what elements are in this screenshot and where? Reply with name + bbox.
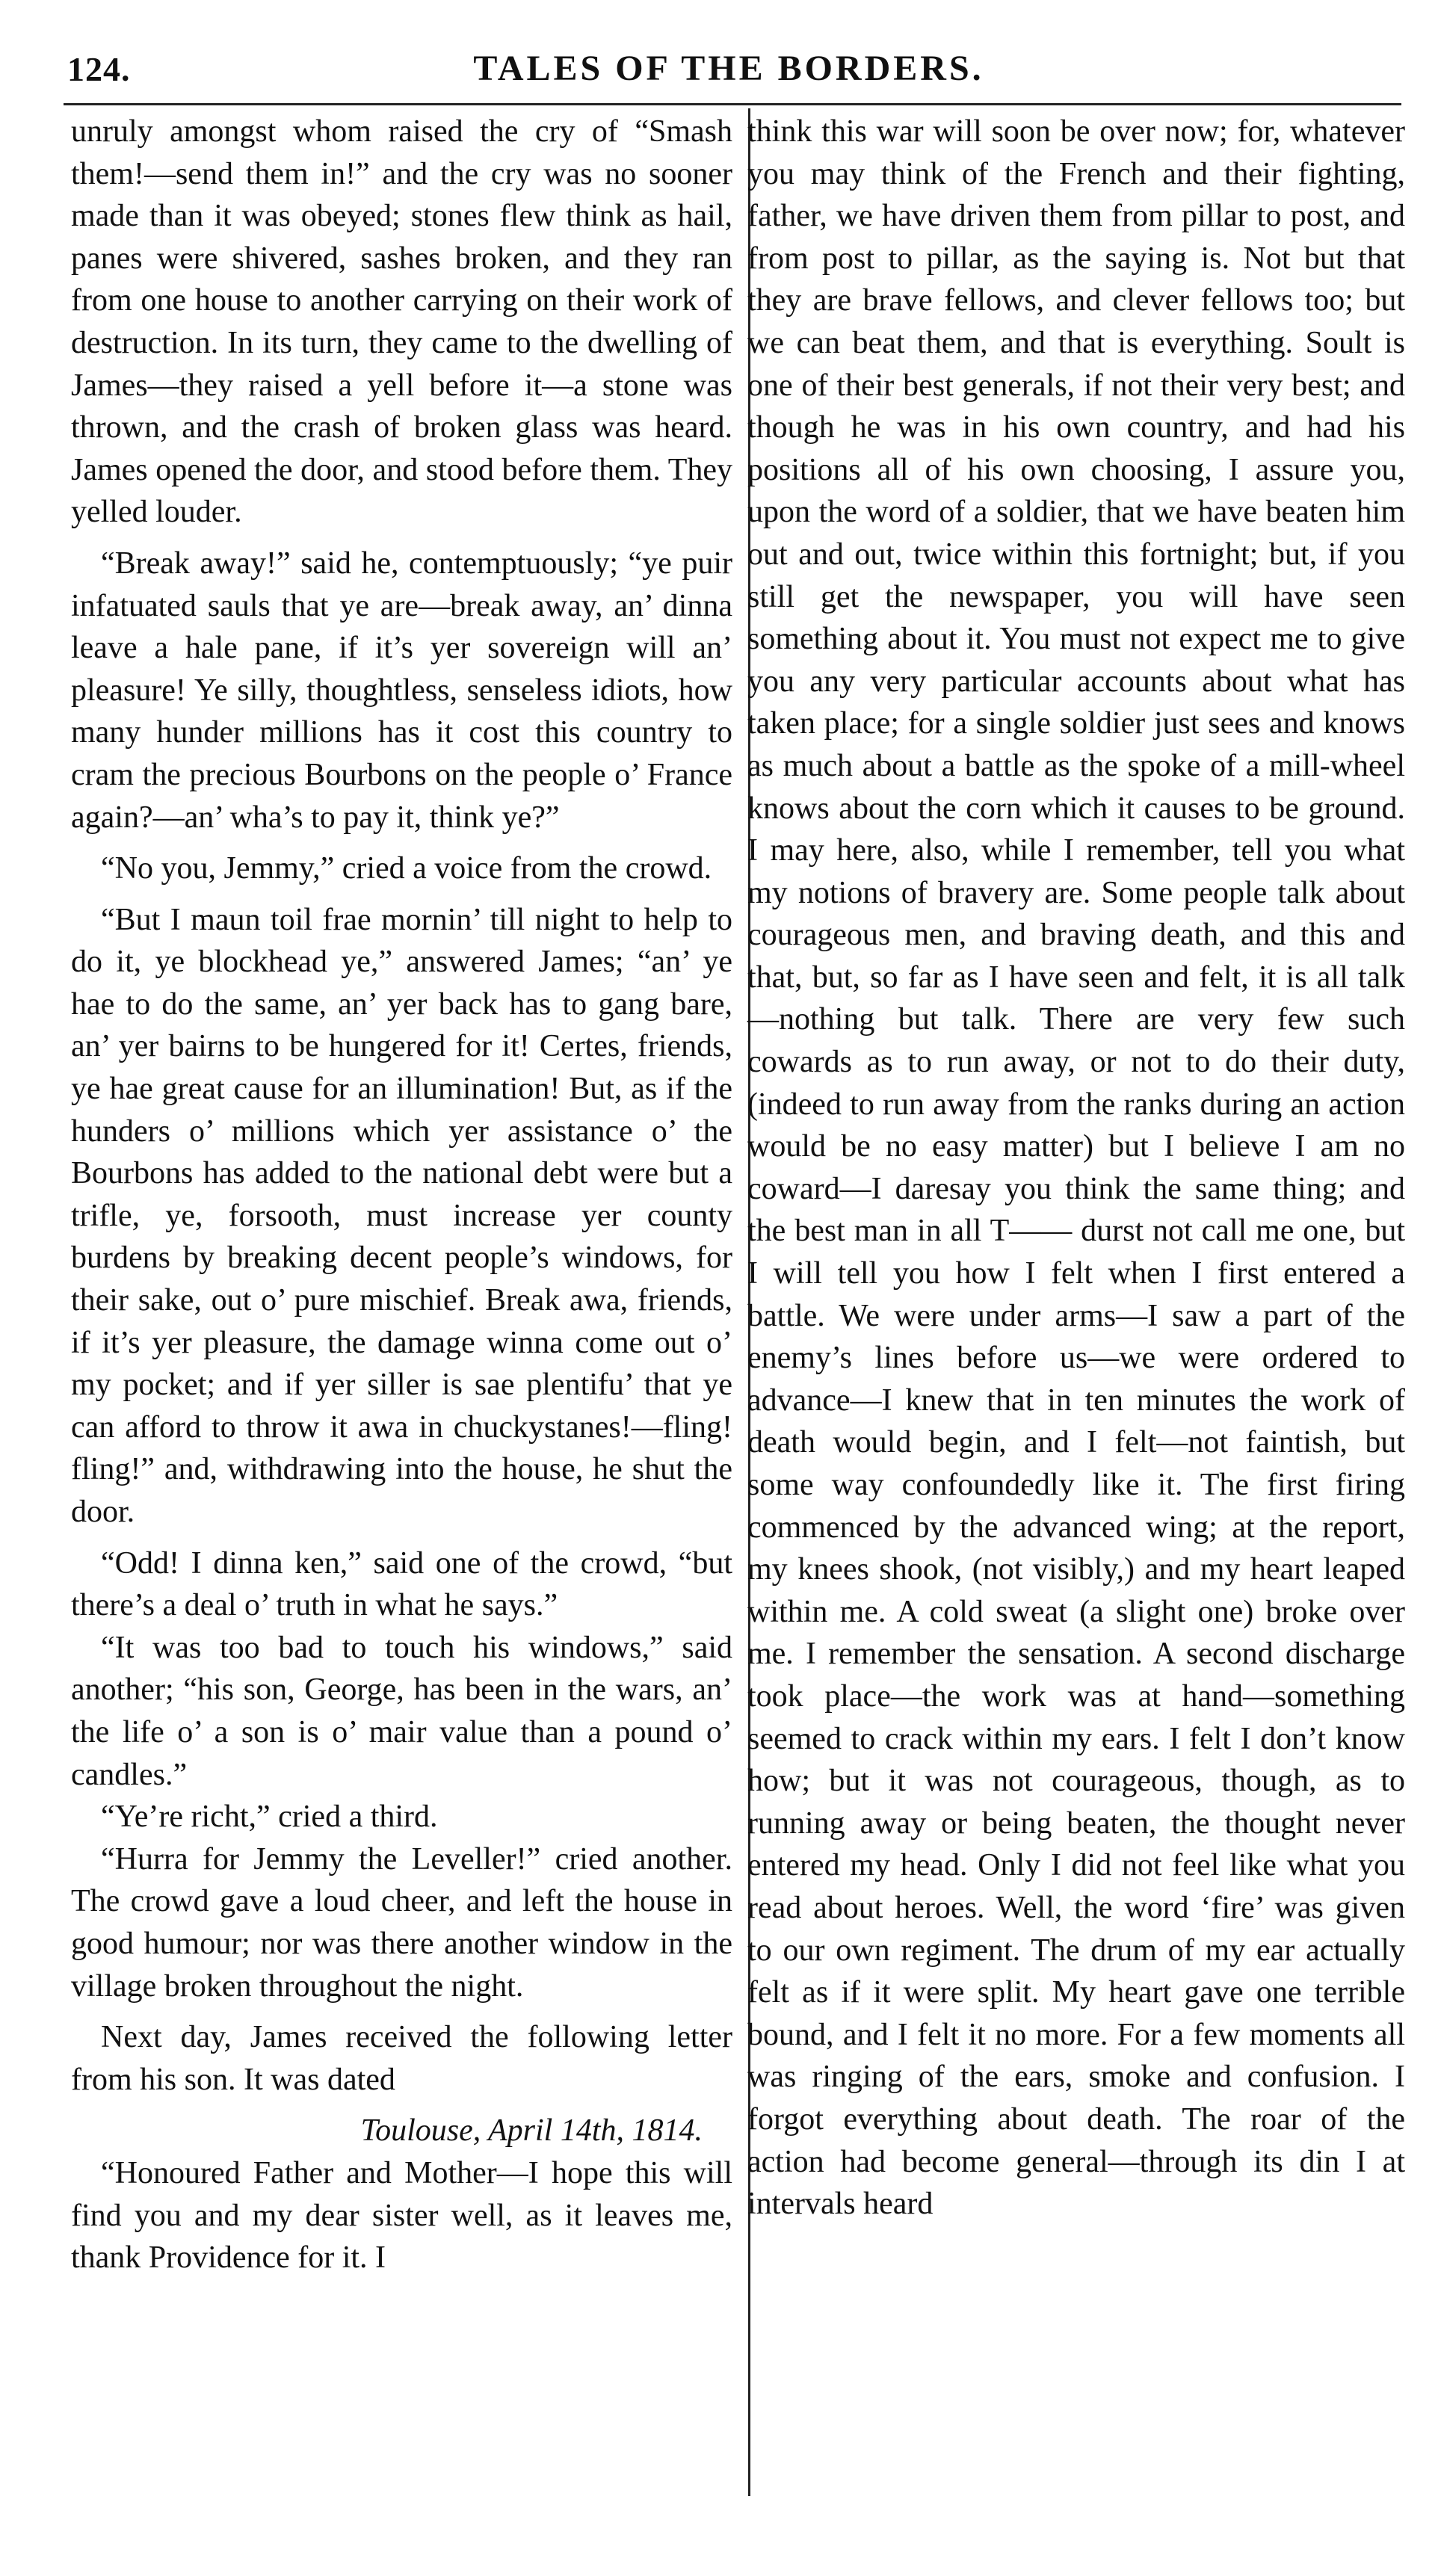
letter-dateline: Toulouse, April 14th, 1814.: [360, 2113, 703, 2149]
paragraph: unruly amongst whom raised the cry of “Smash them!—send them in!” and the cry was no sooner made than it was obeyed; stones flew think as hail, panes were shivered, sashes broken, and they ran from one house to another carrying on their work of destruction. In its turn, they came to the dwelling of James—they raised a yell before it—a stone was thrown, and the crash of broken glass was heard. James opened the door, and stood before them. They yelled louder.: [71, 114, 732, 530]
paragraph: “It was too bad to touch his windows,” said another; “his son, George, has been in the wars, an’ the life o’ a son is o’ mair value than a pound o’ candles.”: [71, 1630, 732, 1792]
letter-opening: “Honoured Father and Mother—I hope this will find you and my dear sister well, as it leaves me, thank Providence for it. I: [71, 2155, 732, 2276]
left-column: [71, 111, 732, 2279]
page-header: [56, 45, 1401, 97]
right-column: [747, 111, 1405, 2226]
paragraph: “Break away!” said he, contemptuously; “ye puir infatuated sauls that ye are—break away, an’ dinna leave a hale pane, if it’s yer sovereign will an’ pleasure! Ye silly, thoughtless, senseless idiots, how many hunder millions has it cost this country to cram the precious Bourbons on the people o’ France again?—an’ wha’s to pay it, think ye?”: [71, 546, 732, 835]
page-number: 124.: [67, 50, 131, 88]
paragraph: “Ye’re richt,” cried a third.: [101, 1800, 438, 1835]
paragraph: “No you, Jemmy,” cried a voice from the crowd.: [101, 851, 712, 886]
paragraph: “Odd! I dinna ken,” said one of the crowd, “but there’s a deal o’ truth in what he says.”: [71, 1545, 732, 1623]
paragraph: “Hurra for Jemmy the Leveller!” cried another. The crowd gave a loud cheer, and left the house in good humour; nor was there another window in the village broken throughout the night.: [71, 1841, 732, 2004]
paragraph: Next day, James received the following letter from his son. It was dated: [71, 2020, 732, 2097]
header-rule: [64, 103, 1401, 105]
running-title: TALES OF THE BORDERS.: [473, 49, 984, 88]
paragraph: “But I maun toil frae mornin’ till night to help to do it, ye blockhead ye,” answered James; “an’ ye hae to do the same, an’ yer back has to gang bare, an’ yer bairns to be hungered for it! Certes, friends, ye hae great cause for an illumination! But, as if the hunders o’ millions which yer assistance o’ the Bourbons has added to the national debt were but a trifle, ye, forsooth, must increase yer county burdens by breaking decent people’s windows, for their sake, out o’ pure mischief. Break awa, friends, if it’s yer pleasure, the damage winna come out o’ my pocket; and if yer siller is sae plentifu’ that ye can afford to throw it awa in chuckystanes!—fling! fling!” and, withdrawing into the house, he shut the door.: [71, 902, 732, 1529]
letter-body: think this war will soon be over now; for, whatever you may think of the French and their fighting, father, we have driven them from pillar to post, and from post to pillar, as the saying is. Not but that they are brave fellows, and clever fellows too; but we can beat them, and that is everything. Soult is one of their best generals, if not their very best; and though he was in his own country, and had his positions all of his own choosing, I assure you, upon the word of a soldier, that we have beaten him out and out, twice within this fortnight; but, if you still get the newspaper, you will have seen something about it. You must not expect me to give you any very particular accounts about what has taken place; for a single soldier just sees and knows as much about a battle as the spoke of a mill-wheel knows about the corn which it causes to be ground. I may here, also, while I remember, tell you what my notions of bravery are. Some people talk about courageous men, and braving death, and this and that, but, so far as I have seen and felt, it is all talk—nothing but talk. There are very few such cowards as to run away, or not to do their duty, (indeed to run away from the ranks during an action would be no easy matter) but I believe I am no coward—I daresay you think the same thing; and the best man in all T—— durst not call me one, but I will tell you how I felt when I first entered a battle. We were under arms—I saw a part of the enemy’s lines before us—we were ordered to advance—I knew that in ten minutes the work of death would begin, and I felt—not faintish, but some way confoundedly like it. The first firing commenced by the advanced wing; at the report, my knees shook, (not visibly,) and my heart leaped within me. A cold sweat (a slight one) broke over me. I remember the sensation. A second discharge took place—the work was at hand—something seemed to crack within my ears. I felt I don’t know how; but it was not courageous, though, as to running away or being beaten, the thought never entered my head. Only I did not feel like what you read about heroes. Well, the word ‘fire’ was given to our own regiment. The drum of my ear actually felt as if it were split. My heart gave one terrible bound, and I felt it no more. For a few moments all was ringing of the ears, smoke and confusion. I forgot everything about death. The roar of the action had become general—through its din I at intervals heard: [747, 114, 1405, 2222]
